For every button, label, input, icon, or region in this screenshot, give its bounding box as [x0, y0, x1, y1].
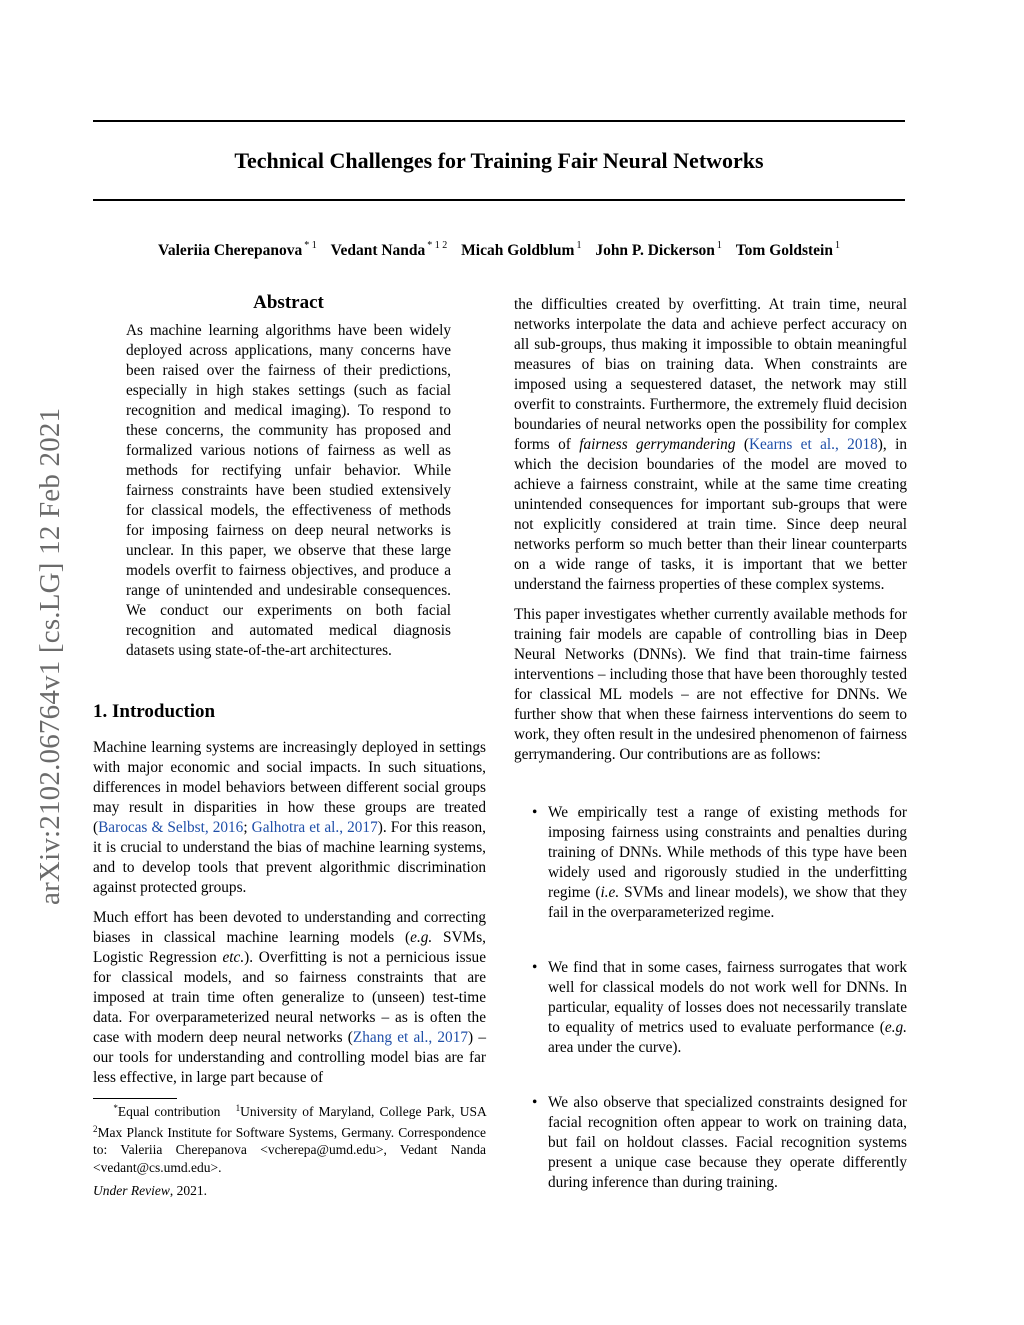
abstract-heading: Abstract — [253, 292, 324, 313]
citation-link[interactable]: Barocas & Selbst, 2016 — [98, 819, 244, 836]
bullet-icon: • — [532, 804, 538, 821]
title-rule-top — [93, 120, 905, 122]
author: Tom Goldstein $^1$ — [735, 240, 840, 259]
abstract-section — [126, 291, 451, 661]
author: John P. Dickerson $^1$ — [595, 240, 722, 259]
bullet-icon: • — [532, 959, 538, 976]
footnote: *Equal contribution $^1$University of Maryland, College Park, USA $^2$Max Planck Institute for Software Systems, Germany. Correspondence to: Valeriia Cherepanova <vcherepa@umd.edu>, Vedant Nanda <vedant@cs.umd.edu>. — [93, 1103, 487, 1175]
bullet-icon: • — [532, 1094, 538, 1111]
contributions-list — [514, 803, 907, 1193]
paper-title: Technical Challenges for Training Fair Neural Networks — [234, 148, 764, 173]
introduction-heading: 1. Introduction — [93, 701, 216, 722]
author: Micah Goldblum $^1$ — [461, 240, 582, 259]
intro-paragraph-4: This paper investigates whether currently available methods for training fair models are capable of controlling bias in Deep Neural Networks (DNNs). We find that train-time fairness interventions – including those that have been thoroughly tested for classical ML models – are not effective for DNNs. We further show that when these fairness interventions do seem to work, they often result in the undesired phenomenon of fairness gerrymandering. Our contributions are as follows: — [514, 606, 907, 763]
list-item: • We empirically test a range of existing methods for imposing fairness using constraints and penalties during training of DNNs. While methods of this type have been widely used and rigorously studied in the underfitting regime (i.e. SVMs and linear models), we show that they fail in the overparameterized regime. — [532, 804, 908, 921]
list-item: • We find that in some cases, fairness surrogates that work well for classical models do not work well for DNNs. In particular, equality of losses does not necessarily translate to equality of metrics used to evaluate performance (e.g. area under the curve). — [532, 959, 907, 1056]
venue-note: Under Review, 2021. — [93, 1183, 207, 1198]
title-rule-bottom — [93, 199, 905, 201]
citation-link[interactable]: Zhang et al., 2017 — [352, 1029, 469, 1046]
arxiv-side-label: arXiv:2102.06764v1 [cs.LG] 12 Feb 2021 — [34, 407, 66, 905]
abstract-text: As machine learning algorithms have been widely deployed across applications, many concerns have been raised over the fairness of their predictions, especially in high stakes settings (such as facial recognition and medical imaging). To respond to these concerns, the community has proposed and formalized various notions of fairness as well as methods for rectifying unfair behavior. While fairness constraints have been studied extensively for classical models, the effectiveness of methods for imposing fairness on deep neural networks is unclear. In this paper, we observe that these large models overfit to fairness objectives, and produce a range of unintended and undesirable consequences. We conduct our experiments on both facial recognition and automated medical diagnosis datasets using state-of-the-art architectures. — [126, 322, 451, 659]
intro-paragraph-3: the difficulties created by overfitting. At train time, neural networks interpolate the data and achieve perfect accuracy on all sub-groups, thus making it impossible to obtain meaningful measures of bias on training data. When constraints are imposed using a sequestered dataset, the network may still overfit to constraints. Furthermore, the extremely fluid decision boundaries of neural networks open the possibility for complex forms of fairness gerrymandering (Kearns et al., 2018), in which the decision boundaries of the model are moved to achieve a fairness constraint, while at the same time creating unintended consequences for important sub-groups that were not explicitly considered at train time. Since deep neural networks perform so much better than their linear counterparts on a wide range of tasks, it is important that we better understand the fairness properties of these complex systems. — [514, 296, 907, 593]
author: Valeriia Cherepanova $^{* 1}$ — [158, 240, 317, 259]
intro-paragraph-1: Machine learning systems are increasingly deployed in settings with major economic and social impacts. In such situations, differences in model behaviors between different social groups may result in disparities in how these groups are treated (Barocas & Selbst, 2016; Galhotra et al., 2017). For this reason, it is crucial to understand the bias of machine learning systems, and to develop tools that prevent algorithmic discrimination against protected groups. — [93, 739, 486, 896]
right-column — [514, 295, 907, 1193]
author: Vedant Nanda $^{* 1 2}$ — [330, 240, 448, 259]
citation-link[interactable]: Kearns et al., 2018 — [748, 436, 878, 453]
introduction-section — [93, 700, 486, 1088]
footnote-rule — [93, 1098, 177, 1099]
intro-paragraph-2: Much effort has been devoted to understanding and correcting biases in classical machine learning models (e.g. SVMs, Logistic Regression etc.). Overfitting is not a pernicious issue for classical models, and so fairness constraints that are imposed at train time often generalize to (unseen) test-time data. For overparameterized neural networks – as is often the case with modern deep neural networks (Zhang et al., 2017) – our tools for understanding and controlling model bias are far less effective, in large part because of — [93, 909, 486, 1086]
author-list — [93, 235, 905, 262]
list-item: • We also observe that specialized constraints designed for facial recognition often appear to work on training data, but fail on holdout classes. Facial recognition systems present a unique case because they operate differently during inference than during training. — [532, 1094, 907, 1191]
citation-link[interactable]: Galhotra et al., 2017 — [251, 819, 378, 836]
